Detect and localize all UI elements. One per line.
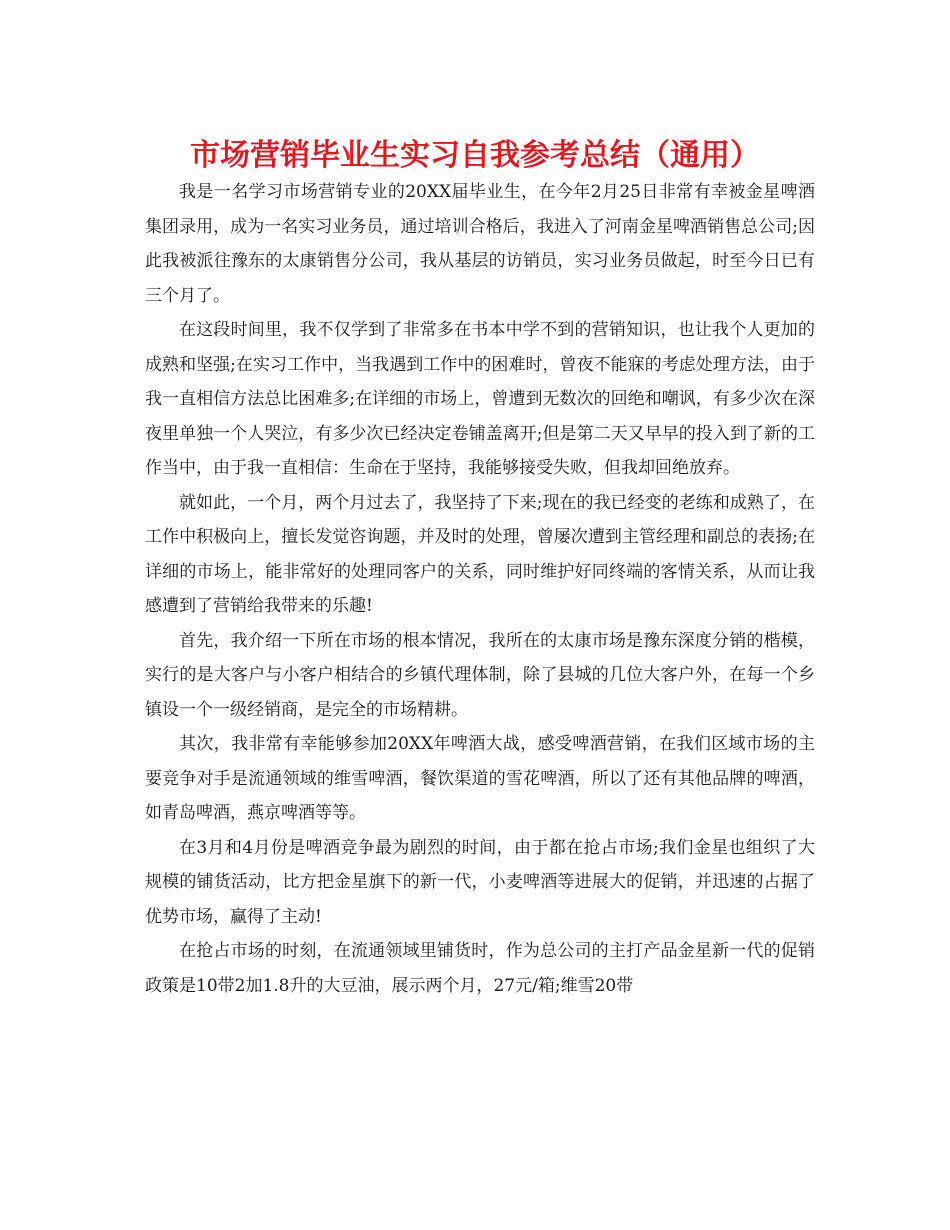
document-body bbox=[145, 175, 815, 1003]
paragraph: 首先，我介绍一下所在市场的根本情况，我所在的太康市场是豫东深度分销的楷模，实行的是大客户与小客户相结合的乡镇代理体制，除了县城的几位大客户外，在每一个乡镇设一个一级经销商，是完全的市场精耕。 bbox=[145, 630, 815, 720]
paragraph: 就如此，一个月，两个月过去了，我坚持了下来;现在的我已经变的老练和成熟了，在工作中积极向上，擅长发觉咨询题，并及时的处理，曾屡次遭到主管经理和副总的表扬;在详细的市场上，能非常好的处理同客户的关系，同时维护好同终端的客情关系，从而让我感遭到了营销给我带来的乐趣! bbox=[145, 492, 815, 616]
paragraph: 在3月和4月份是啤酒竞争最为剧烈的时间，由于都在抢占市场;我们金星也组织了大规模的铺货活动，比方把金星旗下的新一代，小麦啤酒等进展大的促销，并迅速的占据了优势市场，赢得了主动! bbox=[145, 837, 815, 927]
paragraph: 在这段时间里，我不仅学到了非常多在书本中学不到的营销知识，也让我个人更加的成熟和坚强;在实习工作中，当我遇到工作中的困难时，曾夜不能寐的考虑处理方法，由于我一直相信方法总比困难多;在详细的市场上，曾遭到无数次的回绝和嘲讽，有多少次在深夜里单独一个人哭泣，有多少次已经决定卷铺盖离开;但是第二天又早早的投入到了新的工作当中，由于我一直相信：生命在于坚持，我能够接受失败，但我却回绝放弃。 bbox=[145, 320, 815, 478]
document-title: 市场营销毕业生实习自我参考总结（通用） bbox=[190, 138, 760, 173]
paragraph: 我是一名学习市场营销专业的20XX届毕业生，在今年2月25日非常有幸被金星啤酒集团录用，成为一名实习业务员，通过培训合格后，我进入了河南金星啤酒销售总公司;因此我被派往豫东的太康销售分公司，我从基层的访销员，实习业务员做起，时至今日已有三个月了。 bbox=[145, 182, 815, 306]
paragraph: 其次，我非常有幸能够参加20XX年啤酒大战，感受啤酒营销，在我们区域市场的主要竞争对手是流通领域的维雪啤酒，餐饮渠道的雪花啤酒，所以了还有其他品牌的啤酒，如青岛啤酒，燕京啤酒等等。 bbox=[145, 734, 815, 823]
paragraph: 在抢占市场的时刻，在流通领域里铺货时，作为总公司的主打产品金星新一代的促销政策是10带2加1.8升的大豆油，展示两个月，27元/箱;维雪20带 bbox=[145, 941, 815, 996]
